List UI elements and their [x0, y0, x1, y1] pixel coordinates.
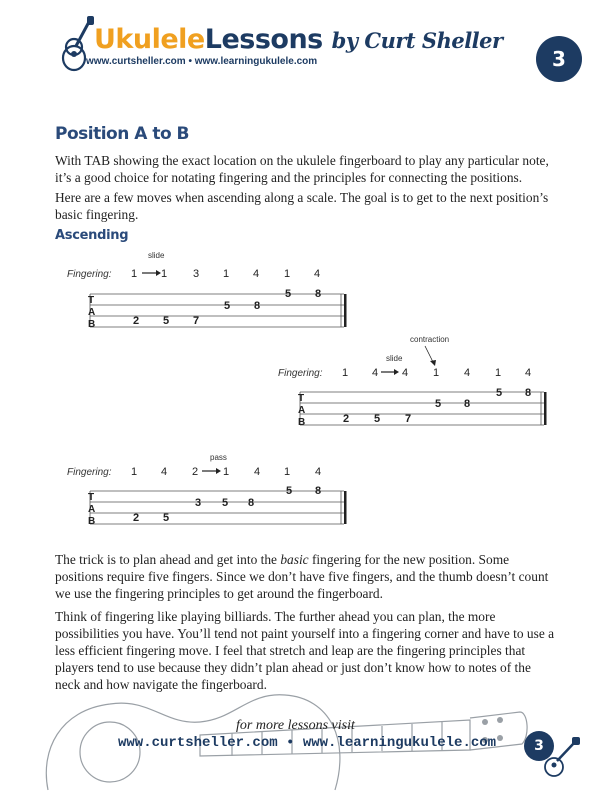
- fingering-number: 2: [191, 466, 199, 478]
- tab-note: 7: [192, 315, 200, 327]
- slide-arrow-icon: [142, 270, 161, 276]
- fingering-number: 1: [494, 367, 502, 379]
- tab-note: 8: [314, 288, 322, 300]
- fingering-number: 1: [283, 268, 291, 280]
- tab-annotation: slide: [148, 251, 165, 260]
- tab-string-label: B: [88, 516, 96, 527]
- tab-note: 8: [314, 485, 322, 497]
- tab-string-label: A: [88, 504, 96, 515]
- fingering-number: 4: [313, 268, 321, 280]
- intro-paragraph: With TAB showing the exact location on the ukulele fingerboard to play any particular note, it’s a good choice for notating fingering and the principles for connecting the positions.: [55, 153, 549, 185]
- tab-note: 2: [132, 315, 140, 327]
- tab-note: 5: [221, 497, 229, 509]
- tab-note: 8: [253, 300, 261, 312]
- tab-string-label: A: [298, 405, 306, 416]
- fingering-number: 1: [432, 367, 440, 379]
- tab-note: 2: [342, 413, 350, 425]
- tab-note: 5: [285, 485, 293, 497]
- tab-example-2: [270, 332, 560, 437]
- tab-note: 2: [132, 512, 140, 524]
- tab-note: 5: [434, 398, 442, 410]
- tab-annotation: slide: [386, 354, 403, 363]
- footer-visit-text: for more lessons visit: [236, 718, 355, 733]
- tab-note: 5: [495, 387, 503, 399]
- tab-note: 8: [524, 387, 532, 399]
- tab-staff: [90, 491, 344, 524]
- tab-note: 3: [194, 497, 202, 509]
- header-urls: www.curtsheller.com • www.learningukulele.com: [86, 56, 318, 67]
- fingering-number: 1: [283, 466, 291, 478]
- plan-ahead-paragraph: The trick is to plan ahead and get into the basic fingering for the new position. Some positions require five fingers. Since we don’t have five fingers, and the thumb doesn’t count we use the fingering principles to get around the fingerboard.: [55, 552, 549, 601]
- fingering-number: 1: [222, 466, 230, 478]
- fingering-number: 3: [192, 268, 200, 280]
- footer-urls: www.curtsheller.com • www.learningukulele.com: [118, 735, 497, 751]
- goal-paragraph: Here are a few moves when ascending along a scale. The goal is to get to the next position’s basic fingering.: [55, 190, 549, 222]
- fingering-number: 4: [371, 367, 379, 379]
- fingering-number: 1: [341, 367, 349, 379]
- tab-note: 5: [373, 413, 381, 425]
- tab-string-label: B: [298, 417, 306, 428]
- billiards-paragraph: Think of fingering like playing billiards. The further ahead you can plan, the more possibilities you have. You’ll tend not paint yourself into a fingering corner and have to use a less efficient fingering move. I feel that stretch and leap are the fingering principles that players tend to use because they didn’t plan ahead or just don’t know how to notes of the neck and how navigate the fingerboard.: [55, 609, 555, 692]
- footer-page-number: 3: [524, 731, 554, 761]
- tab-string-label: B: [88, 319, 96, 330]
- tab-note: 5: [223, 300, 231, 312]
- fingering-number: 4: [401, 367, 409, 379]
- tab-example-1: [60, 248, 360, 339]
- fingering-label: Fingering:: [67, 269, 112, 280]
- tab-annotation: pass: [210, 453, 227, 462]
- page-number-badge: 3: [536, 36, 582, 82]
- slide-arrow-icon: [381, 369, 399, 375]
- fingering-number: 4: [463, 367, 471, 379]
- pass-arrow-icon: [202, 468, 221, 474]
- page-header: [52, 16, 572, 76]
- tab-string-label: T: [88, 295, 95, 306]
- fingering-number: 4: [524, 367, 532, 379]
- fingering-number: 4: [314, 466, 322, 478]
- subsection-title: Ascending: [55, 228, 129, 243]
- brand-title: UkuleleLessons by Curt Sheller: [94, 24, 503, 55]
- ukulele-outline-illustration: [0, 640, 612, 792]
- fingering-number: 1: [160, 268, 168, 280]
- tab-string-label: T: [298, 393, 305, 404]
- fingering-number: 1: [130, 466, 138, 478]
- fingering-number: 1: [130, 268, 138, 280]
- tab-note: 7: [404, 413, 412, 425]
- tab-note: 5: [284, 288, 292, 300]
- fingering-number: 4: [253, 466, 261, 478]
- fingering-label: Fingering:: [67, 467, 112, 478]
- fingering-number: 1: [222, 268, 230, 280]
- tab-note: 8: [247, 497, 255, 509]
- fingering-number: 4: [252, 268, 260, 280]
- tab-string-label: T: [88, 492, 95, 503]
- section-title: Position A to B: [55, 124, 189, 144]
- tab-note: 5: [162, 512, 170, 524]
- tab-example-3: [60, 450, 360, 541]
- fingering-label: Fingering:: [278, 368, 323, 379]
- tab-note: 5: [162, 315, 170, 327]
- fingering-number: 4: [160, 466, 168, 478]
- tab-string-label: A: [88, 307, 96, 318]
- tab-note: 8: [463, 398, 471, 410]
- tab-annotation: contraction: [410, 335, 450, 344]
- tab-staff: [300, 392, 544, 425]
- tab-staff: [90, 294, 344, 327]
